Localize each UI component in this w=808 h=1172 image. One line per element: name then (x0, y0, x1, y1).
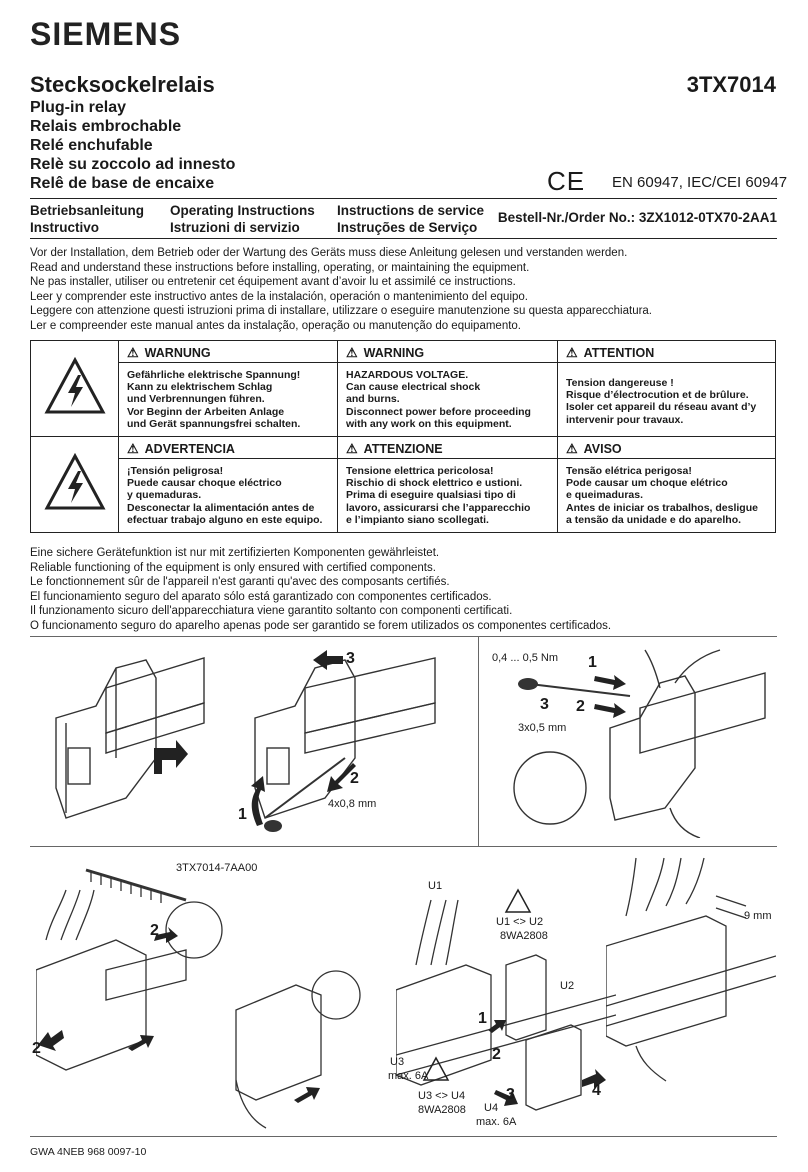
subtitle-en: Plug-in relay (30, 99, 127, 116)
warning-heading: ATTENZIONE (363, 442, 443, 457)
warning-en (338, 341, 558, 437)
subtitle-it: Relè su zoccolo ad innesto (30, 156, 236, 173)
warning-icon: ⚠ (127, 345, 139, 360)
reliability-line: El funcionamiento seguro del aparato sólo está garantizado con componentes certificados. (30, 590, 492, 603)
arrow-icon (154, 740, 188, 774)
screwdriver-size-label: 3x0,5 mm (518, 722, 567, 734)
subtitle-pt: Relê de base de encaixe (30, 175, 215, 192)
step-number: 1 (478, 1010, 487, 1027)
intro-line: Leer y comprender este instructivo antes de la instalación, operación o mantenimiento del equipo. (30, 290, 528, 303)
step-number: 1 (588, 654, 597, 671)
part-number-label: 8WA2808 (418, 1104, 466, 1116)
reliability-line: Reliable functioning of the equipment is only ensured with certified components. (30, 561, 436, 574)
warning-line: Kann zu elektrischem Schlag (127, 381, 273, 394)
reliability-line: Le fonctionnement sûr de l'appareil n'est garanti qu'avec des composants certifiés. (30, 576, 450, 589)
warning-line: Tension dangereuse ! (566, 377, 674, 389)
warning-de (119, 341, 338, 437)
step-number: 4 (592, 1082, 601, 1099)
warning-line: Puede causar choque eléctrico (127, 477, 282, 490)
warning-icon (506, 890, 530, 912)
divider (30, 238, 777, 239)
warning-heading: ATTENTION (583, 346, 655, 360)
warning-line: and burns. (346, 393, 400, 406)
intro-line: Leggere con attenzione questi istruzioni prima di installare, utilizzare o eseguire manutenzione su questa apparecchiatura. (30, 305, 653, 318)
doc-type-it: Istruzioni di servizio (170, 220, 300, 235)
document-number: GWA 4NEB 968 0097-10 (30, 1146, 147, 1158)
reliability-line: Eine sichere Gerätefunktion ist nur mit zertifizierten Komponenten gewährleistet. (30, 547, 440, 559)
warning-line: intervenir pour travaux. (566, 413, 684, 426)
warning-it (338, 437, 558, 533)
warning-line: e queimaduras. (566, 489, 644, 502)
figure-divider (30, 846, 777, 847)
warning-icon: ⚠ (127, 441, 139, 457)
hazard-voltage-icon (31, 341, 119, 437)
doc-type-col-2 (170, 202, 315, 236)
strip-length-label: 9 mm (744, 910, 772, 922)
screwdriver-icon (264, 820, 282, 832)
warning-icon: ⚠ (346, 441, 358, 457)
warning-line: Desconectar la alimentación antes de (127, 501, 315, 514)
doc-type-de: Betriebsanleitung (30, 203, 145, 218)
warning-heading: AVISO (583, 442, 622, 457)
warning-line: Tensione elettrica pericolosa! (346, 465, 494, 478)
standards: EN 60947, IEC/CEI 60947 (612, 174, 788, 191)
accessory-part-label: 3TX7014-7AA00 (176, 862, 258, 874)
product-code: 3TX7014 (686, 72, 776, 97)
warning-table (30, 340, 776, 533)
intro-line: Vor der Installation, dem Betrieb oder der Wartung des Geräts muss diese Anleitung gelesen und verstanden werden. (30, 247, 628, 259)
step-number: 3 (346, 650, 355, 667)
warning-line: Isoler cet appareil du réseau avant d’y (566, 401, 757, 414)
unit-label: U1 (428, 880, 443, 892)
warning-line: e l’impianto siano scollegati. (346, 513, 489, 526)
figure-divider (478, 636, 479, 846)
intro-text (30, 246, 790, 334)
warning-pt (558, 437, 776, 533)
arrow-icon (294, 1087, 320, 1103)
warning-line: Disconnect power before proceeding (346, 405, 531, 418)
step-number: 2 (576, 698, 585, 715)
arrow-icon (594, 703, 626, 718)
figure-divider (30, 636, 777, 637)
warning-line: und Gerät spannungsfrei schalten. (127, 417, 301, 430)
torque-label: 0,4 ... 0,5 Nm (492, 652, 559, 664)
warning-es (119, 437, 338, 533)
unit-label: U3 (390, 1056, 405, 1068)
warning-line: Antes de iniciar os trabalhos, desligue (566, 501, 758, 514)
siemens-logo: SIEMENS (30, 16, 182, 52)
wire-stripping-illustration (606, 856, 776, 1086)
warning-line: with any work on this equipment. (346, 417, 512, 430)
arrow-icon (38, 1030, 64, 1051)
doc-type-pt: Instruções de Serviço (337, 220, 478, 235)
unit-swap-label: U3 <> U4 (418, 1090, 466, 1102)
warning-line: efectuar trabajo alguno en este equipo. (127, 513, 323, 526)
warning-heading: WARNING (363, 346, 425, 360)
warning-fr (558, 341, 776, 437)
document-title: Stecksockelrelais (30, 72, 215, 97)
warning-line: Prima di eseguire qualsiasi tipo di (346, 489, 516, 502)
doc-type-col-1 (30, 202, 144, 236)
warning-line: Pode causar um choque elétrico (566, 477, 728, 490)
warning-line: lavoro, assicurarsi che l’apparecchio (346, 501, 531, 514)
subtitle-es: Relé enchufable (30, 137, 153, 154)
warning-icon: ⚠ (346, 345, 358, 360)
hazard-voltage-icon (31, 437, 119, 533)
intro-line: Ler e compreender este manual antes da instalação, operação ou manutenção do equipamento. (30, 319, 521, 332)
figure-divider (30, 1136, 777, 1137)
warning-icon: ⚠ (566, 441, 578, 457)
warning-line: und Verbrennungen führen. (127, 393, 265, 406)
reliability-line: Il funzionamento sicuro dell'apparecchiatura viene garantito soltanto con componenti certificati. (30, 605, 513, 618)
warning-line: a tensão da unidade e do aparelho. (566, 513, 742, 526)
warning-heading: WARNUNG (144, 346, 211, 360)
arrow-icon (594, 675, 626, 690)
divider (30, 198, 777, 199)
intro-line: Ne pas installer, utiliser ou entretenir cet équipement avant d’avoir lu et assimilé ce instructions. (30, 276, 516, 289)
warning-line: Vor Beginn der Arbeiten Anlage (127, 405, 285, 418)
warning-line: Rischio di shock elettrico e ustioni. (346, 477, 523, 490)
step-number: 2 (32, 1040, 41, 1057)
order-number: Bestell-Nr./Order No.: 3ZX1012-0TX70-2AA1 (497, 210, 777, 225)
step-number: 3 (540, 696, 549, 713)
max-current-label: max. 6A (476, 1116, 517, 1128)
reliability-line: O funcionamento seguro do aparelho apenas pode ser garantido se forem utilizados os componentes certificados. (30, 619, 612, 632)
warning-line: Gefährliche elektrische Spannung! (127, 369, 301, 381)
warning-line: Can cause electrical shock (346, 381, 481, 394)
comb-bridge-illustration (36, 860, 366, 1130)
warning-line: y quemaduras. (127, 489, 202, 502)
step-number: 1 (238, 806, 247, 823)
warning-line: ¡Tensión peligrosa! (127, 465, 224, 478)
warning-line: HAZARDOUS VOLTAGE. (346, 369, 469, 381)
warning-line: Risque d’électrocution et de brûlure. (566, 389, 749, 402)
intro-line: Read and understand these instructions before installing, operating, or maintaining the equipment. (30, 261, 530, 274)
screwdriver-size-label: 4x0,8 mm (328, 798, 377, 810)
relay-mount-illustration (36, 648, 206, 828)
doc-type-fr: Instructions de service (337, 203, 485, 218)
reliability-text (30, 546, 790, 634)
screwdriver-icon (518, 678, 538, 690)
step-number: 2 (350, 770, 359, 787)
doc-type-col-3 (337, 202, 484, 236)
warning-line: Tensão elétrica perigosa! (566, 465, 692, 478)
arrow-icon (128, 1035, 154, 1051)
unit-label: U4 (484, 1102, 499, 1114)
step-number: 3 (506, 1086, 515, 1103)
step-number: 2 (150, 922, 159, 939)
unit-swap-label: U1 <> U2 (496, 916, 544, 928)
doc-type-en: Operating Instructions (170, 203, 315, 218)
part-number-label: 8WA2808 (500, 930, 548, 942)
unit-label: U2 (560, 980, 575, 992)
max-current-label: max. 6A (388, 1070, 429, 1082)
ce-mark: CE (547, 166, 586, 196)
arrow-icon (251, 776, 265, 826)
warning-heading: ADVERTENCIA (144, 442, 235, 457)
terminal-wiring-illustration (510, 648, 780, 838)
doc-type-es: Instructivo (30, 220, 100, 235)
subtitle-list (30, 98, 235, 193)
step-number: 2 (492, 1046, 501, 1063)
subtitle-fr: Relais embrochable (30, 118, 182, 135)
warning-icon: ⚠ (566, 345, 578, 360)
